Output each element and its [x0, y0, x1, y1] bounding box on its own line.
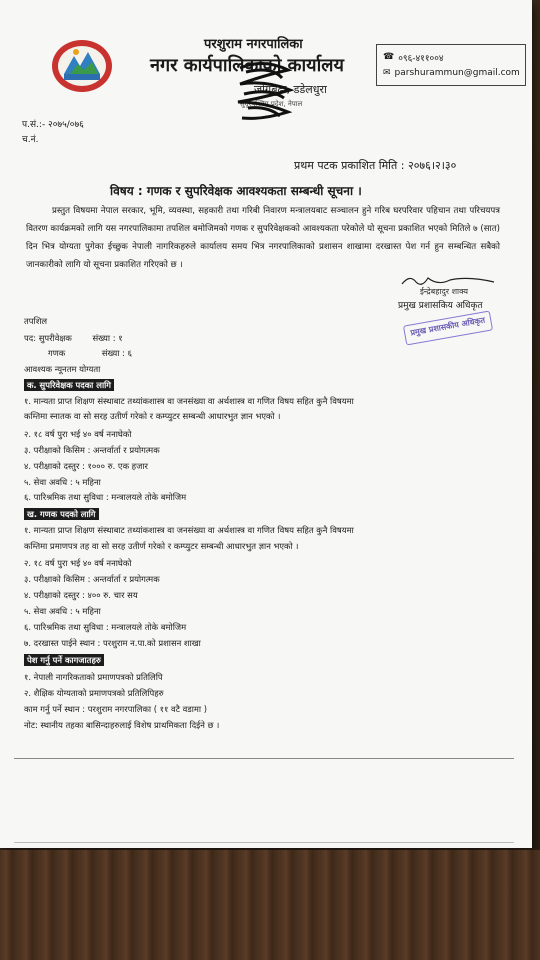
- intro-line: बमोजिमको गणक र सुपरिवेक्षकको आवश्यकता परेकोले यो सूचना प्रकाशित भएको मितिले ७ (सात) दिन: [26, 224, 500, 252]
- post-label: पद: सुपरीवेक्षक: [24, 333, 72, 343]
- office-address: जोगबुढा, डडेलधुरा: [254, 83, 327, 96]
- official-stamp: प्रमुख प्रशासकीय अधिकृत: [403, 311, 493, 346]
- min-qualification-label: आवश्यक न्यूनतम योग्यता: [24, 364, 101, 374]
- list-item: ५. सेवा अवधि : ५ महिना: [24, 477, 101, 487]
- municipality-emblem: [50, 38, 114, 94]
- work-location: काम गर्नु पर्ने स्थान : परशुराम नगरपालिका ( ११ वटै वडामा ): [24, 704, 207, 714]
- post-count: संख्या : १: [92, 333, 123, 343]
- intro-line: प्रस्तुत विषयमा नेपाल सरकार, भूमि, व्यवस्था, सहकारी तथा गरिबी निवारण मन्त्रालयबाट सञ्चालन: [52, 206, 359, 216]
- post-label: गणक: [48, 348, 66, 358]
- contact-box: [376, 44, 526, 86]
- intro-line: भित्र योग्यता पुगेका ईच्छुक नेपाली नागरिकहरुले कार्यालय समय भित्र नगरपालिकाको प्रशासन शाखामा दरखास्त: [41, 242, 402, 252]
- notice-intro: [26, 202, 500, 274]
- list-item: ६. पारिश्रमिक तथा सुविधा : मन्त्रालयले तोके बमोजिम: [24, 622, 187, 632]
- tapsil-label: तपशिल: [24, 316, 48, 326]
- office-sub-address: सुदूरपश्चिम प्रदेश, नेपाल: [240, 100, 303, 108]
- list-item: १. नेपाली नागरिकताको प्रमाणपत्रको प्रतिलिपि: [24, 672, 163, 682]
- phone-number: ०९६-४११००४: [398, 53, 444, 64]
- notice-subject: विषय : गणक र सुपरिवेक्षक आवश्यकता सम्बन्धी सूचना ।: [110, 184, 362, 198]
- signatory-title: प्रमुख प्रशासकिय अधिकृत: [398, 301, 483, 311]
- email-address: parshurammun@gmail.com: [394, 68, 520, 78]
- list-item: ६. पारिश्रमिक तथा सुविधा : मन्त्रालयले तोके बमोजिम: [24, 492, 187, 502]
- list-item: ५. सेवा अवधि : ५ महिना: [24, 606, 101, 616]
- post-row: [48, 348, 132, 359]
- list-item: ३. परीक्षाको किसिम : अन्तर्वार्ता र प्रयोगत्मक: [24, 574, 160, 584]
- list-item: ४. परीक्षाको दस्तुर : १००० रु. एक हजार: [24, 461, 148, 471]
- divider: [14, 842, 514, 843]
- list-item: ३. परीक्षाको किसिम : अन्तर्वार्ता र प्रयोगत्मक: [24, 445, 160, 455]
- list-item: ४. परीक्षाको दस्तुर : ४०० रु. चार सय: [24, 590, 138, 600]
- intro-line: पेश गर्न हुन सम्बन्धित सबैको जानकारीको लागि यो सूचना प्रकाशित गरिएको छ ।: [26, 242, 500, 270]
- dispatch-number: च.नं.: [22, 135, 39, 145]
- list-item: १. मान्यता प्राप्त शिक्षण संस्थाबाट तथ्यांकशास्त्र वा जनसंख्या वा अर्थशास्त्र वा गणित विषय सहित कुनै विषयमा: [24, 396, 354, 406]
- list-item: २. १८ वर्ष पुरा भई ४० वर्ष ननाघेको: [24, 429, 132, 439]
- section-heading-documents: पेश गर्नु पर्ने कागजातहरु: [24, 654, 104, 666]
- list-item: २. शैक्षिक योग्यताको प्रमाणपत्रको प्रतिलिपिहरु: [24, 688, 164, 698]
- divider: [14, 758, 514, 759]
- ink-scribble: [232, 58, 296, 124]
- wooden-table: [0, 850, 540, 960]
- intro-line: हुने गरिब घरपरिवार पहिचान तथा परिचयपत्र वितरण कार्यक्रमको लागि यस नगरपालिकामा तपशिल: [26, 206, 501, 234]
- phone-icon: ☎: [383, 52, 395, 62]
- list-item: २. १८ वर्ष पुरा भई ४० वर्ष ननाघेको: [24, 558, 132, 568]
- list-item: १. मान्यता प्राप्त शिक्षण संस्थाबाट तथ्यांकशास्त्र वा जनसंख्या वा अर्थशास्त्र वा गणित विषय सहित कुनै विषयमा: [24, 525, 354, 535]
- section-heading-supervisor: क. सुपरिवेक्षक पदका लागि: [24, 379, 114, 391]
- email-icon: ✉: [383, 68, 391, 78]
- list-item: कम्तिमा स्नातक वा सो सरह उतीर्ण गरेको र कम्प्युटर सम्बन्धी आधारभुत ज्ञान भएको ।: [24, 411, 281, 421]
- reference-number: प.सं.:- २०७५/०७६: [22, 120, 84, 130]
- post-row: [24, 333, 123, 344]
- post-count: संख्या : ६: [101, 348, 132, 358]
- publication-date: प्रथम पटक प्रकाशित मिति : २०७६।२।३०: [294, 159, 457, 172]
- list-item: कम्तिमा प्रमाणपत्र तह वा सो सरह उतीर्ण गरेको र कम्प्युटर सम्बन्धी आधारभुत ज्ञान भएको ।: [24, 541, 299, 551]
- list-item: ७. दरखास्त पाईने स्थान : परशुराम न.पा.को प्रशासन शाखा: [24, 638, 201, 648]
- office-main-title: नगर कार्यपालिकाको कार्यालय: [150, 55, 344, 76]
- note: नोट: स्थानीय तहका बासिन्दाहरुलाई विशेष प्राथमिकता दिईने छ ।: [24, 720, 220, 730]
- office-name: परशुराम नगरपालिका: [204, 37, 303, 52]
- section-heading-enumerator: ख. गणक पदको लागि: [24, 508, 99, 520]
- signatory-name: ईन्द्रेबहादुर शाक्य: [420, 287, 469, 296]
